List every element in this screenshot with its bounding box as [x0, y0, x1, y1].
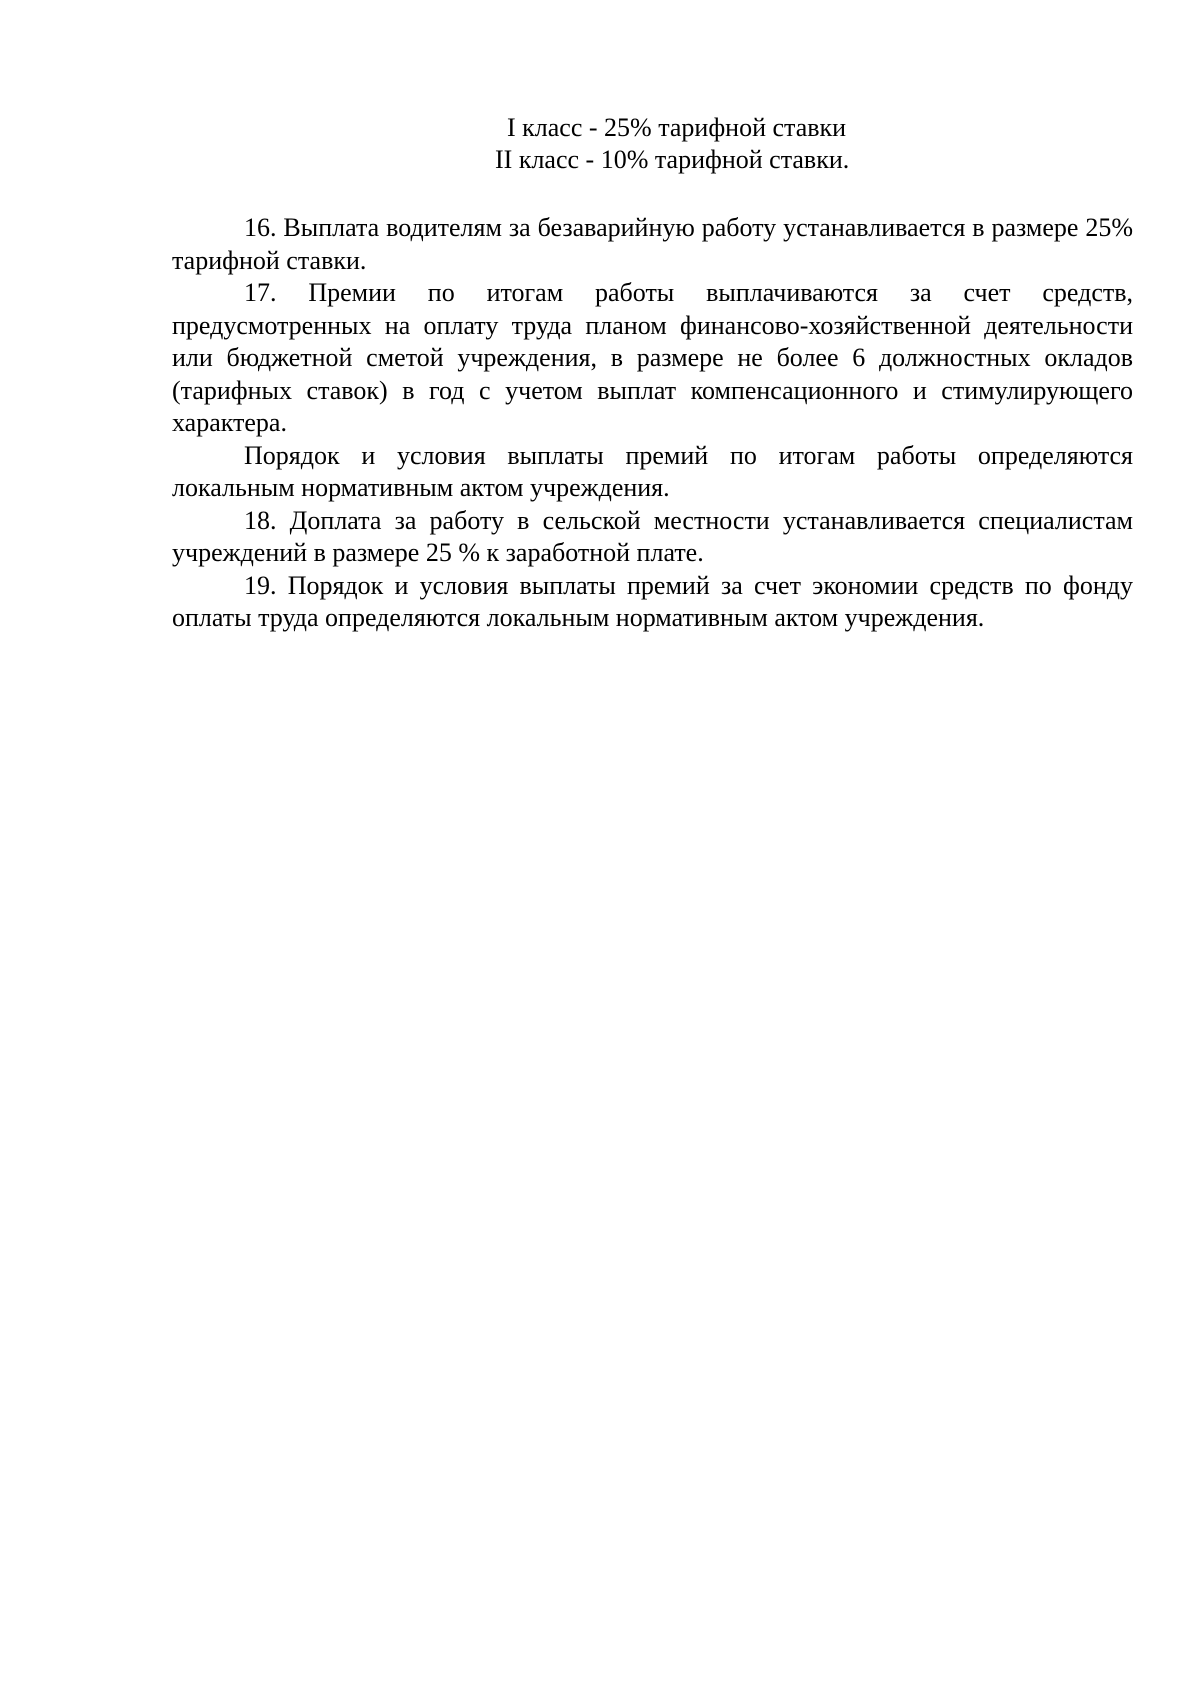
document-body	[172, 212, 1133, 635]
paragraph-17-continuation: Порядок и условия выплаты премий по итогам работы определяются локальным нормативным актом учреждения.	[172, 440, 1133, 502]
class-rate-line-1: I класс - 25% тарифной ставки	[507, 113, 847, 142]
class-rate-list	[470, 112, 950, 176]
paragraph-18: 18. Доплата за работу в сельской местности устанавливается специалистам учреждений в размере 25 % к заработной плате.	[172, 505, 1133, 567]
paragraph-17: 17. Премии по итогам работы выплачиваются за счет средств, предусмотренных на оплату труда планом финансово-хозяйственной деятельности или бюджетной сметой учреждения, в размере не более 6 должностных окладов (тарифных ставок) в год с учетом выплат компенсационного и стимулирующего характера.	[172, 278, 1133, 437]
paragraph-16: 16. Выплата водителям за безаварийную работу устанавливается в размере 25% тарифной ставки.	[172, 213, 1133, 275]
class-rate-line-2: II класс - 10% тарифной ставки.	[495, 145, 850, 174]
paragraph-19: 19. Порядок и условия выплаты премий за счет экономии средств по фонду оплаты труда определяются локальным нормативным актом учреждения.	[172, 570, 1133, 632]
